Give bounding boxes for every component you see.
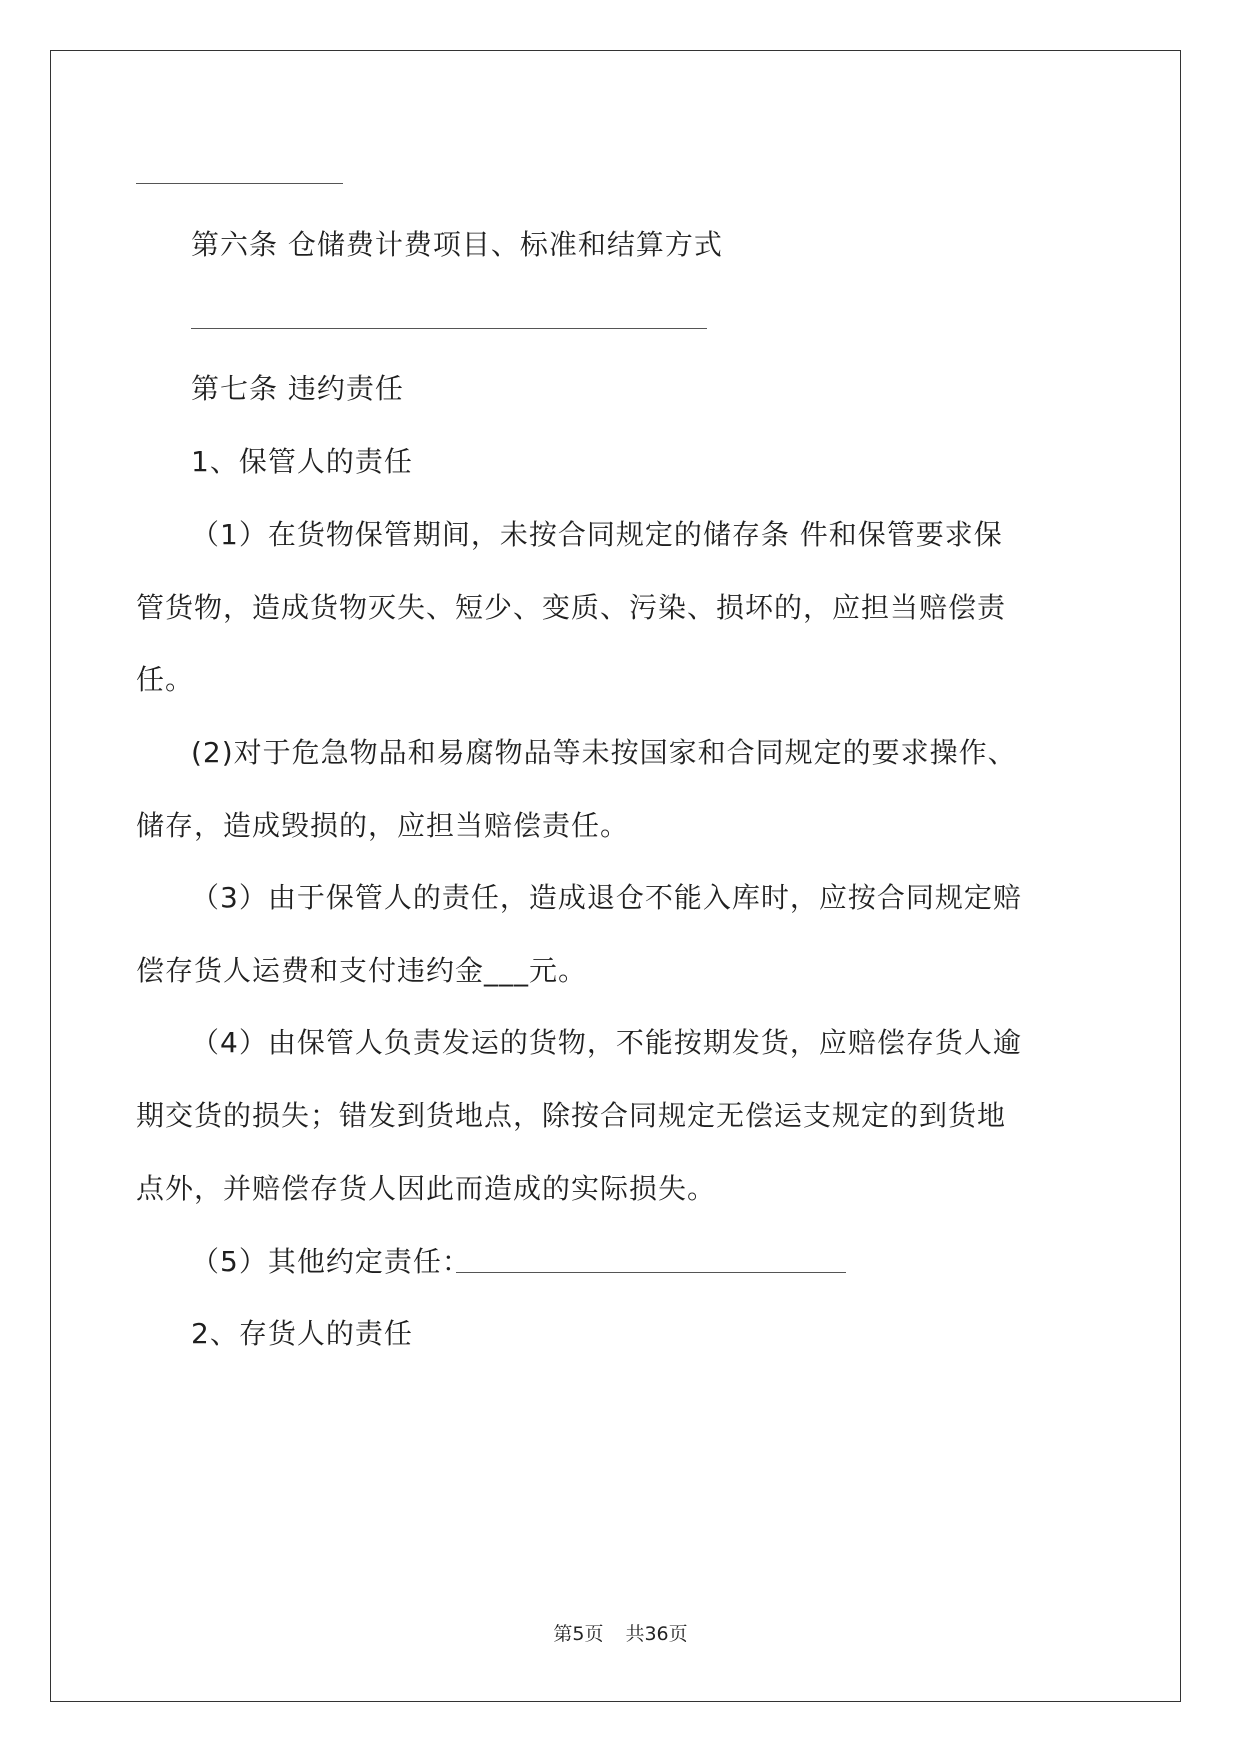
paragraph-line: 期交货的损失；错发到货地点，除按合同规定无偿运支规定的到货地 bbox=[136, 1099, 1007, 1132]
other-liability-line: （5）其他约定责任： bbox=[191, 1245, 471, 1278]
paragraph-line: 偿存货人运费和支付违约金___元。 bbox=[136, 954, 588, 987]
section-1-heading: 1、保管人的责任 bbox=[191, 445, 413, 478]
paragraph-line: 任。 bbox=[136, 663, 195, 696]
blank-line-top bbox=[136, 183, 343, 184]
paragraph-line: （4）由保管人负责发运的货物，不能按期发货，应赔偿存货人逾 bbox=[191, 1026, 1022, 1059]
paragraph-line: （3）由于保管人的责任，造成退仓不能入库时，应按合同规定赔 bbox=[191, 881, 1022, 914]
paragraph-line: （1）在货物保管期间，未按合同规定的储存条 件和保管要求保 bbox=[191, 518, 1003, 551]
page-footer bbox=[0, 1622, 1241, 1646]
page-border bbox=[50, 50, 1181, 1702]
section-2-heading: 2、存货人的责任 bbox=[191, 1317, 413, 1350]
paragraph-line: 点外，并赔偿存货人因此而造成的实际损失。 bbox=[136, 1172, 717, 1205]
page-number: 第5页 bbox=[553, 1623, 604, 1645]
paragraph-line: 储存，造成毁损的，应担当赔偿责任。 bbox=[136, 809, 630, 842]
article-6-heading: 第六条 仓储费计费项目、标准和结算方式 bbox=[191, 228, 723, 261]
blank-line-article-6 bbox=[191, 328, 707, 329]
paragraph-line: (2)对于危急物品和易腐物品等未按国家和合同规定的要求操作、 bbox=[191, 736, 1017, 769]
page-total: 共36页 bbox=[625, 1623, 688, 1645]
paragraph-line: 管货物，造成货物灭失、短少、变质、污染、损坏的，应担当赔偿责 bbox=[136, 591, 1007, 624]
article-7-heading: 第七条 违约责任 bbox=[191, 372, 404, 405]
blank-line-other-liability bbox=[456, 1272, 846, 1273]
